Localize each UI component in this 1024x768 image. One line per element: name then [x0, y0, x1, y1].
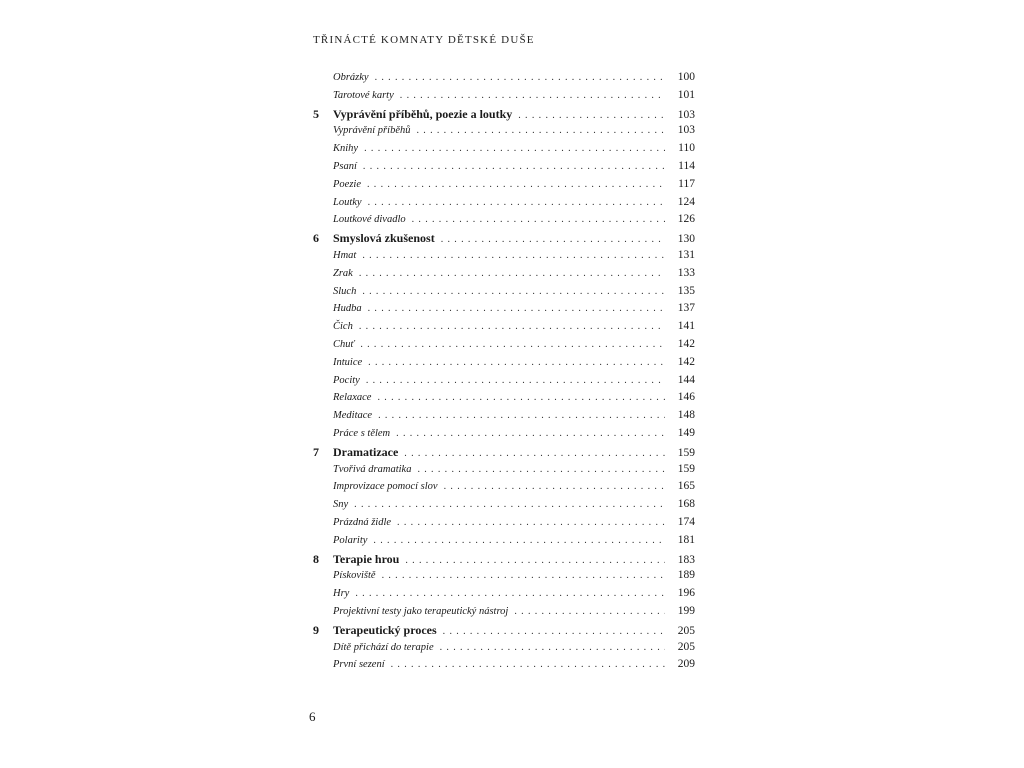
- subentry-title: Dítě přichází do terapie: [333, 641, 434, 653]
- toc-subentry[interactable]: [313, 569, 695, 587]
- dot-leader: [441, 234, 665, 245]
- toc-subentry[interactable]: [313, 302, 695, 320]
- subentry-title: První sezení: [333, 659, 385, 671]
- subentry-title: Knihy: [333, 143, 359, 155]
- toc-subentry[interactable]: [313, 160, 695, 178]
- toc-subentry[interactable]: [313, 534, 695, 552]
- toc-subentry[interactable]: [313, 178, 695, 196]
- chapter-title: Dramatizace: [333, 444, 399, 459]
- dot-leader: [363, 161, 665, 172]
- page-number: 6: [309, 709, 316, 724]
- subentry-title: Zrak: [333, 267, 353, 279]
- dot-leader: [378, 410, 665, 421]
- dot-leader: [443, 626, 665, 637]
- toc-subentry[interactable]: [313, 409, 695, 427]
- subentry-title: Improvizace pomocí slov: [333, 481, 438, 493]
- dot-leader: [355, 588, 665, 599]
- toc-subentry[interactable]: [313, 142, 695, 160]
- dot-leader: [377, 392, 665, 403]
- page-reference: 126: [677, 213, 695, 226]
- subentry-title: Sluch: [333, 285, 357, 297]
- toc-subentry[interactable]: [313, 89, 695, 107]
- page-reference: 137: [677, 302, 695, 315]
- toc-subentry[interactable]: [313, 267, 695, 285]
- subentry-title: Polarity: [333, 534, 368, 546]
- dot-leader: [417, 464, 665, 475]
- dot-leader: [382, 570, 665, 581]
- dot-leader: [397, 517, 665, 528]
- dot-leader: [362, 286, 665, 297]
- toc-subentry[interactable]: [313, 196, 695, 214]
- subentry-title: Pocity: [333, 374, 360, 386]
- subentry-title: Loutky: [333, 196, 362, 208]
- subentry-title: Intuice: [333, 356, 363, 368]
- page-reference: 189: [677, 569, 695, 582]
- dot-leader: [440, 642, 665, 653]
- dot-leader: [518, 110, 665, 121]
- page-reference: 110: [678, 142, 695, 155]
- page-reference: 100: [677, 71, 695, 83]
- dot-leader: [368, 197, 665, 208]
- dot-leader: [366, 375, 665, 386]
- page-reference: 209: [677, 658, 695, 671]
- subentry-title: Tvořivá dramatika: [333, 463, 412, 475]
- subentry-title: Prázdná židle: [333, 516, 392, 528]
- page-reference: 183: [677, 553, 695, 566]
- toc-subentry[interactable]: [313, 71, 695, 89]
- page-reference: 159: [677, 446, 695, 459]
- chapter-number: 5: [313, 106, 319, 121]
- toc-subentry[interactable]: [313, 498, 695, 516]
- toc-chapter-entry[interactable]: [313, 445, 695, 463]
- page-reference: 103: [677, 124, 695, 137]
- page-reference: 148: [677, 409, 695, 422]
- page-reference: 146: [677, 391, 695, 404]
- page-reference: 205: [677, 640, 695, 653]
- page-reference: 130: [677, 233, 695, 246]
- toc-subentry[interactable]: [313, 605, 695, 623]
- page-reference: 114: [678, 159, 695, 172]
- dot-leader: [367, 179, 665, 190]
- chapter-title: Terapeutický proces: [333, 622, 437, 637]
- dot-leader: [354, 499, 665, 510]
- toc-chapter-entry[interactable]: [313, 107, 695, 125]
- toc-subentry[interactable]: [313, 480, 695, 498]
- page-reference: 101: [677, 88, 695, 101]
- table-of-contents: [313, 71, 695, 676]
- toc-subentry[interactable]: [313, 213, 695, 231]
- subentry-title: Chuť: [333, 338, 355, 350]
- page-reference: 174: [677, 515, 695, 528]
- toc-subentry[interactable]: [313, 338, 695, 356]
- toc-subentry[interactable]: [313, 641, 695, 659]
- dot-leader: [360, 339, 665, 350]
- toc-subentry[interactable]: [313, 374, 695, 392]
- chapter-number: 7: [313, 444, 319, 459]
- toc-subentry[interactable]: [313, 463, 695, 481]
- page-reference: 117: [678, 177, 695, 190]
- dot-leader: [359, 321, 665, 332]
- subentry-title: Hudba: [333, 303, 362, 315]
- page-reference: 135: [677, 284, 695, 297]
- page-reference: 181: [677, 533, 695, 546]
- subentry-title: Sny: [333, 499, 349, 511]
- toc-subentry[interactable]: [313, 320, 695, 338]
- dot-leader: [514, 606, 665, 617]
- dot-leader: [404, 448, 665, 459]
- page-reference: 205: [677, 624, 695, 637]
- subentry-title: Loutkové divadlo: [333, 214, 406, 226]
- subentry-title: Psaní: [333, 160, 357, 172]
- toc-chapter-entry[interactable]: [313, 552, 695, 570]
- subentry-title: Relaxace: [333, 392, 372, 404]
- page-reference: 165: [677, 480, 695, 493]
- dot-leader: [405, 555, 665, 566]
- toc-subentry[interactable]: [313, 285, 695, 303]
- page-reference: 149: [677, 426, 695, 439]
- dot-leader: [400, 90, 665, 101]
- running-head: TŘINÁCTÉ KOMNATY DĚTSKÉ DUŠE: [313, 34, 535, 46]
- dot-leader: [368, 357, 665, 368]
- page-reference: 159: [677, 462, 695, 475]
- dot-leader: [412, 214, 665, 225]
- page-reference: 196: [677, 587, 695, 600]
- toc-subentry[interactable]: [313, 391, 695, 409]
- subentry-title: Tarotové karty: [333, 89, 394, 101]
- dot-leader: [391, 659, 665, 670]
- page-reference: 124: [677, 195, 695, 208]
- toc-subentry[interactable]: [313, 249, 695, 267]
- page-reference: 142: [677, 355, 695, 368]
- subentry-title: Práce s tělem: [333, 427, 391, 439]
- subentry-title: Pískoviště: [333, 570, 376, 582]
- toc-subentry[interactable]: [313, 587, 695, 605]
- dot-leader: [373, 535, 665, 546]
- dot-leader: [364, 143, 665, 154]
- toc-subentry[interactable]: [313, 427, 695, 445]
- subentry-title: Hmat: [333, 249, 357, 261]
- dot-leader: [416, 125, 665, 136]
- page-reference: 199: [677, 604, 695, 617]
- toc-chapter-entry[interactable]: [313, 231, 695, 249]
- dot-leader: [396, 428, 665, 439]
- subentry-title: Meditace: [333, 410, 373, 422]
- subentry-title: Poezie: [333, 178, 361, 190]
- page-reference: 103: [677, 108, 695, 121]
- chapter-title: Smyslová zkušenost: [333, 231, 435, 246]
- subentry-title: Obrázky: [333, 72, 369, 83]
- dot-leader: [444, 481, 665, 492]
- subentry-title: Projektivní testy jako terapeutický nástroj: [333, 605, 509, 617]
- chapter-title: Vyprávění příběhů, poezie a loutky: [333, 106, 513, 121]
- dot-leader: [368, 303, 665, 314]
- dot-leader: [375, 72, 665, 83]
- subentry-title: Čich: [333, 321, 353, 333]
- dot-leader: [359, 268, 665, 279]
- page-reference: 133: [677, 266, 695, 279]
- toc-subentry[interactable]: [313, 356, 695, 374]
- chapter-number: 6: [313, 231, 319, 246]
- toc-subentry[interactable]: [313, 516, 695, 534]
- dot-leader: [362, 250, 665, 261]
- chapter-title: Terapie hrou: [333, 551, 400, 566]
- subentry-title: Hry: [333, 588, 350, 600]
- page-reference: 142: [677, 337, 695, 350]
- page-reference: 131: [677, 248, 695, 261]
- subentry-title: Vyprávění příběhů: [333, 125, 411, 137]
- page-reference: 144: [677, 373, 695, 386]
- page-reference: 141: [677, 320, 695, 333]
- toc-subentry[interactable]: [313, 658, 695, 676]
- chapter-number: 8: [313, 551, 319, 566]
- toc-chapter-entry[interactable]: [313, 623, 695, 641]
- page-reference: 168: [677, 498, 695, 511]
- chapter-number: 9: [313, 622, 319, 637]
- toc-subentry[interactable]: [313, 124, 695, 142]
